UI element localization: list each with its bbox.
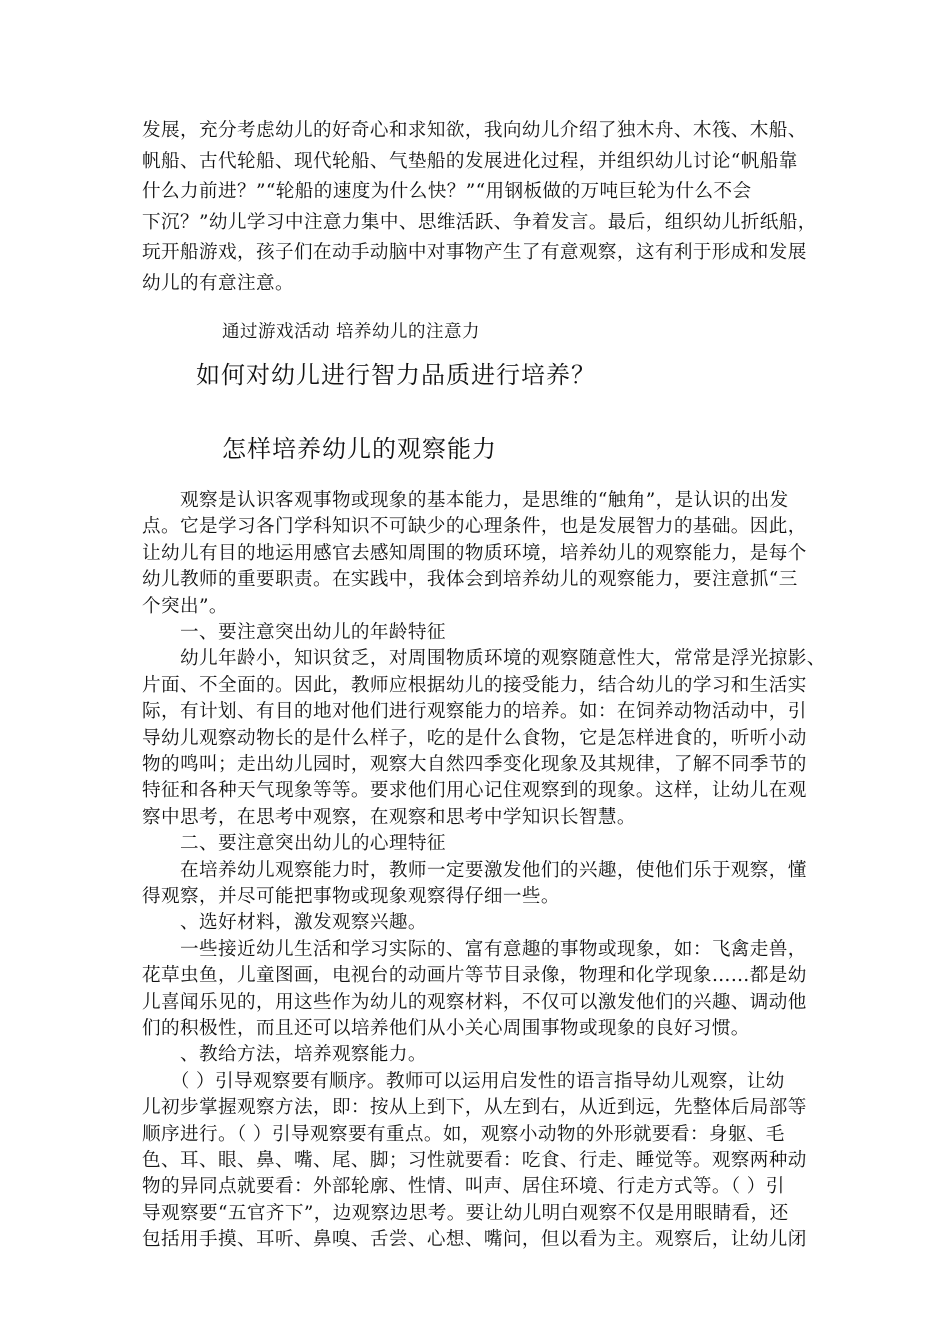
text-line: 点。它是学习各门学科知识不可缺少的心理条件，也是发展智力的基础。因此，	[142, 516, 807, 538]
text-line: 物的异同点就要看：外部轮廓、性情、叫声、居住环境、行走方式等。（ ）引	[142, 1176, 785, 1198]
text-line: 幼儿教师的重要职责。在实践中，我体会到培养幼儿的观察能力，要注意抓“三	[142, 569, 798, 591]
text-line: 儿初步掌握观察方法，即：按从上到下，从左到右，从近到远，先整体后局部等	[142, 1097, 807, 1119]
main-title: 如何对幼儿进行智力品质进行培养？	[196, 361, 596, 389]
text-line: 幼儿年龄小，知识贫乏，对周围物质环境的观察随意性大，常常是浮光掠影、	[142, 648, 826, 670]
text-line: 一些接近幼儿生活和学习实际的、富有意趣的事物或现象，如：飞禽走兽，	[142, 938, 807, 960]
text-line: 在培养幼儿观察能力时，教师一定要激发他们的兴趣，使他们乐于观察，懂	[142, 859, 807, 881]
text-line: 儿喜闻乐见的，用这些作为幼儿的观察材料，不仅可以激发他们的兴趣、调动他	[142, 991, 807, 1013]
text-line: 玩开船游戏，孩子们在动手动脑中对事物产生了有意观察，这有利于形成和发展	[142, 242, 807, 263]
text-line: 花草虫鱼，儿童图画，电视台的动画片等节目录像，物理和化学现象……都是幼	[142, 965, 807, 987]
text-line: 帆船、古代轮船、现代轮船、气垫船的发展进化过程，并组织幼儿讨论“帆船靠	[142, 150, 798, 172]
text-line: 包括用手摸、耳听、鼻嗅、舌尝、心想、嘴问，但以看为主。观察后，让幼儿闭	[142, 1229, 807, 1251]
text-line: 一、要注意突出幼儿的年龄特征	[142, 622, 446, 643]
text-line: 、选好材料，激发观察兴趣。	[142, 912, 427, 934]
text-line: 让幼儿有目的地运用感官去感知周围的物质环境，培养幼儿的观察能力，是每个	[142, 542, 807, 564]
text-line: 物的鸣叫；走出幼儿园时，观察大自然四季变化现象及其规律，了解不同季节的	[142, 754, 807, 775]
text-line: 导幼儿观察动物长的是什么样子，吃的是什么食物，它是怎样进食的，听听小动	[142, 727, 807, 749]
text-line: 们的积极性，而且还可以培养他们从小关心周围事物或现象的良好习惯。	[142, 1018, 750, 1039]
text-line: 什么力前进？”“轮船的速度为什么快？”“用钢板做的万吨巨轮为什么不会	[142, 181, 752, 202]
sub-title: 怎样培养幼儿的观察能力	[222, 435, 497, 463]
text-line: 片面、不全面的。因此，教师应根据幼儿的接受能力，结合幼儿的学习和生活实	[142, 674, 807, 696]
text-line: 、教给方法，培养观察能力。	[142, 1044, 427, 1066]
text-line: 幼儿的有意注意。	[142, 272, 294, 294]
text-line: 色、耳、眼、鼻、嘴、尾、脚；习性就要看：吃食、行走、睡觉等。观察两种动	[142, 1150, 807, 1171]
text-line: 下沉？”幼儿学习中注意力集中、思维活跃、争着发言。最后，组织幼儿折纸船，	[142, 211, 817, 233]
text-line: 察中思考，在思考中观察，在观察和思考中学知识长智慧。	[142, 806, 636, 828]
text-line: 特征和各种天气现象等等。要求他们用心记住观察到的现象。这样，让幼儿在观	[142, 780, 807, 802]
text-line: 二、要注意突出幼儿的心理特征	[142, 833, 446, 855]
text-line: 个突出”。	[142, 595, 228, 617]
text-line: （ ）引导观察要有顺序。教师可以运用启发性的语言指导幼儿观察，让幼	[142, 1070, 785, 1092]
text-line: 导观察要“五官齐下”，边观察边思考。要让幼儿明白观察不仅是用眼睛看，还	[142, 1202, 789, 1224]
text-line: 得观察，并尽可能把事物或现象观察得仔细一些。	[142, 886, 560, 907]
text-line: 观察是认识客观事物或现象的基本能力，是思维的“触角”，是认识的出发	[142, 490, 789, 511]
text-line: 际，有计划、有目的地对他们进行观察能力的培养。如：在饲养动物活动中，引	[142, 701, 807, 723]
text-line: 发展，充分考虑幼儿的好奇心和求知欲，我向幼儿介绍了独木舟、木筏、木船、	[142, 120, 807, 141]
text-line: 顺序进行。（ ）引导观察要有重点。如，观察小动物的外形就要看：身躯、毛	[142, 1123, 785, 1145]
section-subheading: 通过游戏活动 培养幼儿的注意力	[222, 322, 481, 342]
